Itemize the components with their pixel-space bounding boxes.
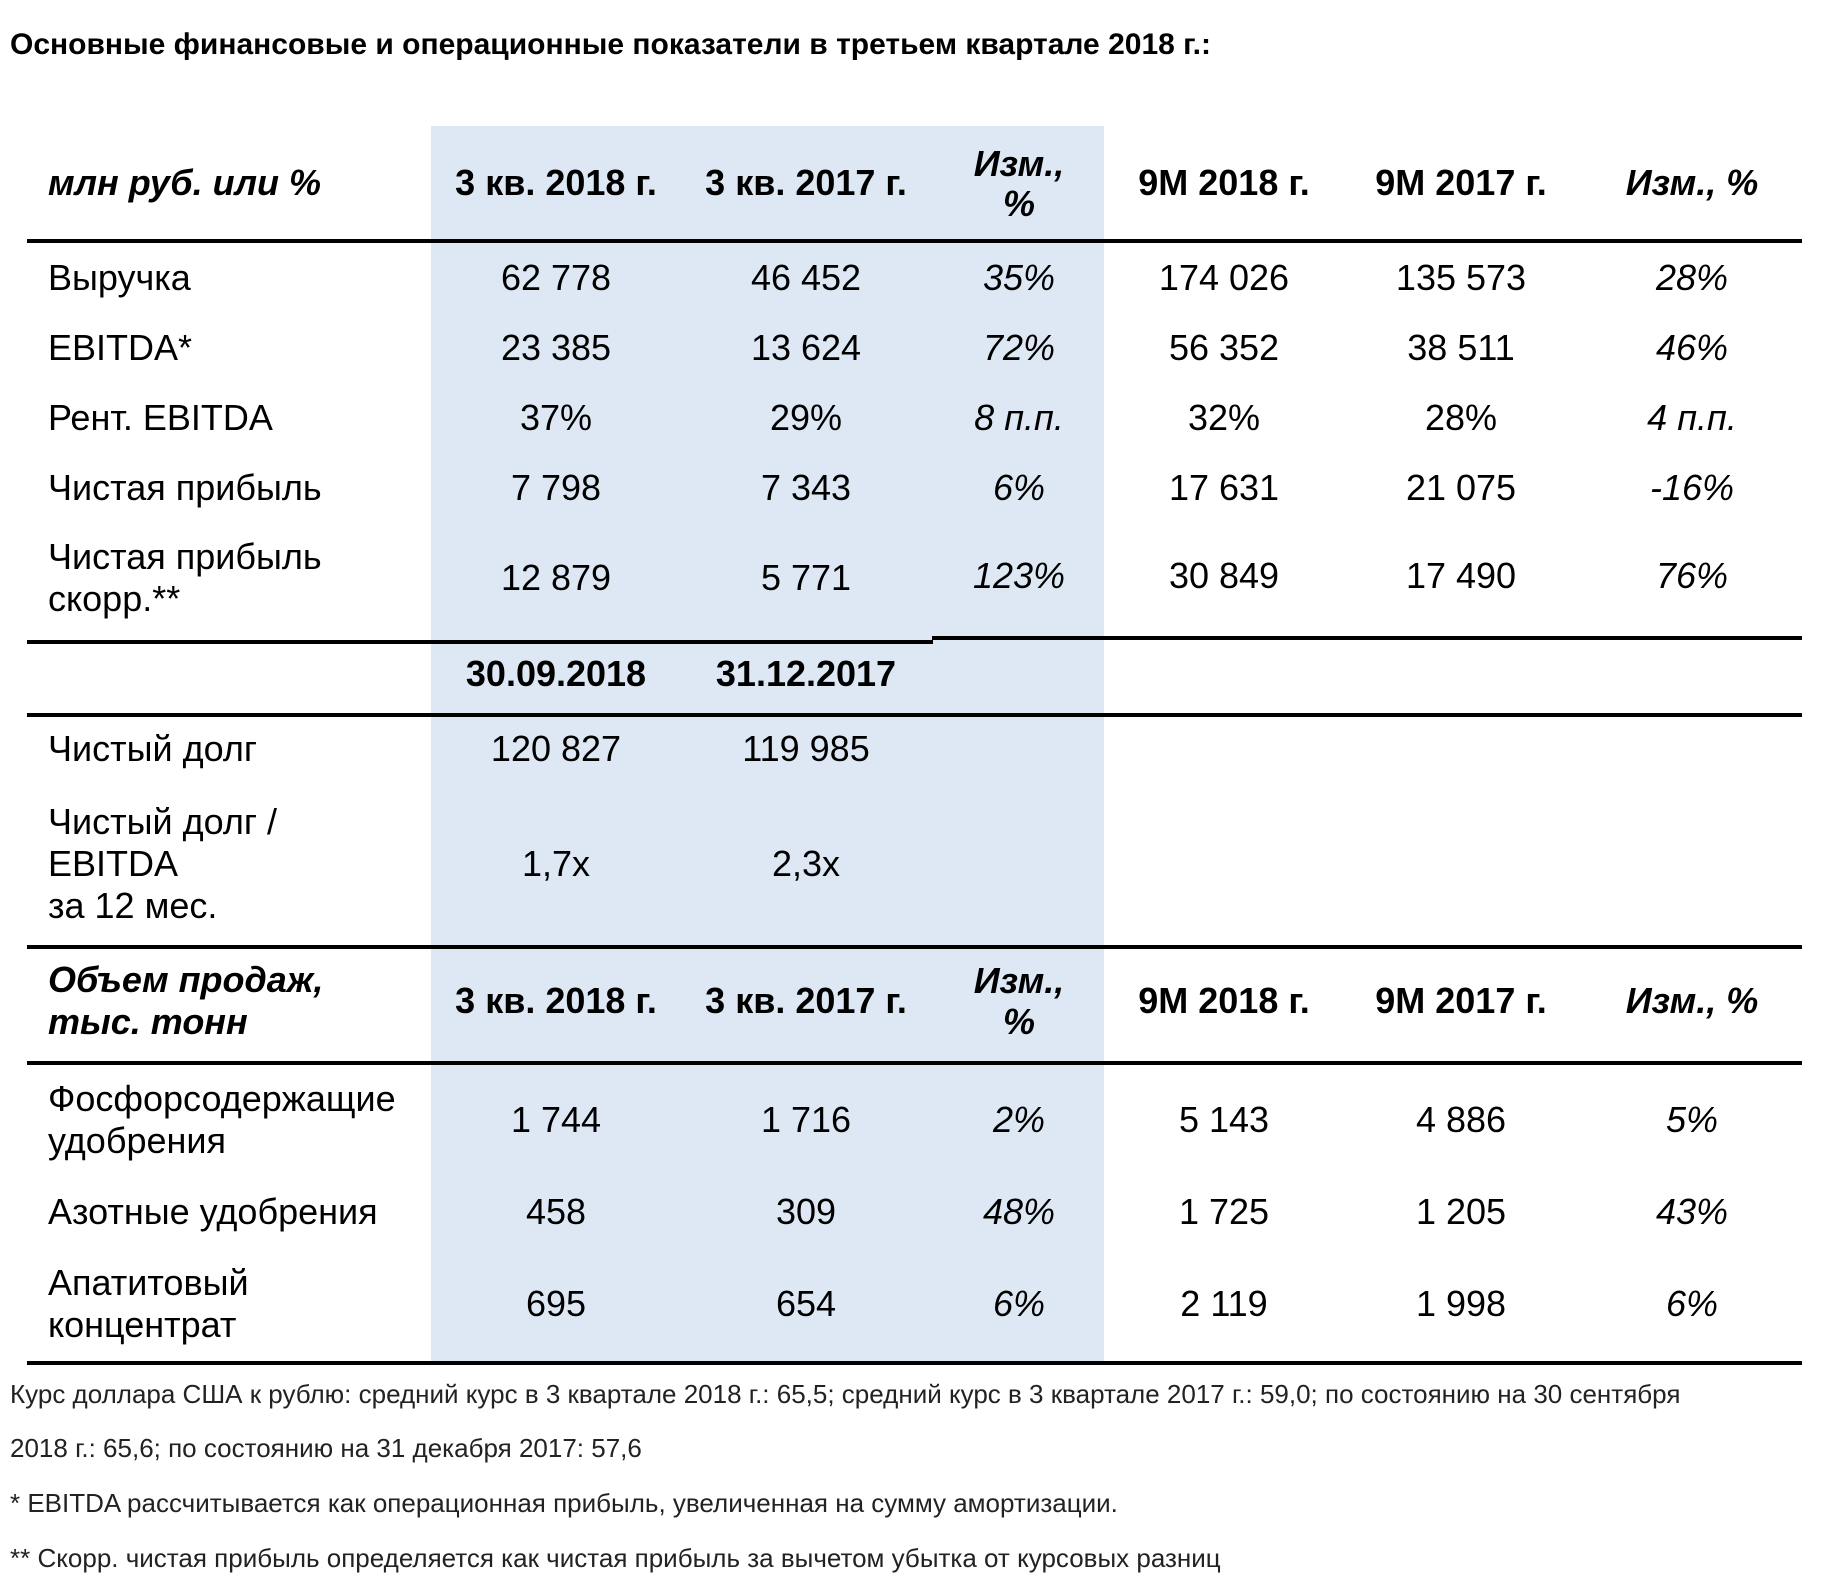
cell-9m-2018: 32% [1187, 397, 1261, 438]
cell-chg: 48% [982, 1191, 1056, 1232]
row-label: Рент. EBITDA [48, 397, 273, 438]
rule-fin-bottom-left [27, 640, 933, 644]
row-label-line2: удобрения [48, 1120, 226, 1161]
cell-q3-2017: 309 [775, 1191, 837, 1232]
cell-9m-2018: 17 631 [1168, 467, 1280, 508]
sales-header-q3-2017: 3 кв. 2017 г. [705, 980, 907, 1021]
rule-fin-header [27, 239, 1802, 243]
cell-chg: 6% [992, 467, 1046, 508]
cell-9m-2017: 1 998 [1415, 1283, 1507, 1324]
cell-9m-chg: 5% [1665, 1099, 1719, 1140]
rule-fin-bottom-right [932, 636, 1802, 640]
cell-9m-2017: 28% [1424, 397, 1498, 438]
fin-header-label: млн руб. или % [48, 162, 321, 203]
cell-q3-2017: 46 452 [750, 257, 862, 298]
rule-sales-header [27, 1061, 1802, 1065]
cell-q3-2018: 695 [525, 1283, 587, 1324]
footnote-adj-profit: ** Скорр. чистая прибыль определяется как чистая прибыль за вычетом убытка от курсовых разниц [10, 1543, 1221, 1573]
cell-9m-2017: 21 075 [1405, 467, 1517, 508]
cell-9m-2017: 1 205 [1415, 1191, 1507, 1232]
cell-9m-chg: -16% [1649, 467, 1735, 508]
cell-q3-2017: 5 771 [760, 557, 852, 598]
cell-q3-2017: 654 [775, 1283, 837, 1324]
row-label: Выручка [48, 257, 191, 298]
cell-9m-2018: 2 119 [1180, 1283, 1268, 1324]
cell-chg: 8 п.п. [974, 397, 1064, 438]
cell-q3-2018: 7 798 [510, 467, 602, 508]
cell-9m-2017: 17 490 [1405, 555, 1517, 596]
cell-9m-chg: 76% [1655, 555, 1729, 596]
fin-header-q3-2018: 3 кв. 2018 г. [455, 162, 657, 203]
cell-chg: 35% [982, 257, 1056, 298]
sales-header-q3-2018: 3 кв. 2018 г. [455, 980, 657, 1021]
cell-q3-2018: 37% [519, 397, 593, 438]
cell-value-1: 120 827 [490, 728, 622, 769]
sales-header-label-line1: Объем продаж, [48, 959, 324, 1000]
cell-q3-2017: 1 716 [760, 1099, 852, 1140]
cell-9m-2017: 4 886 [1415, 1099, 1507, 1140]
cell-9m-chg: 28% [1655, 257, 1729, 298]
row-label-line2: концентрат [48, 1304, 237, 1345]
footnote-ebitda: * EBITDA рассчитывается как операционная прибыль, увеличенная на сумму амортизации. [10, 1488, 1118, 1518]
row-label: Азотные удобрения [48, 1191, 378, 1232]
cell-9m-2017: 135 573 [1395, 257, 1527, 298]
cell-q3-2017: 7 343 [760, 467, 852, 508]
sales-header-label-line2: тыс. тонн [48, 1001, 248, 1042]
cell-q3-2018: 23 385 [500, 327, 612, 368]
fin-header-9m-2018: 9М 2018 г. [1138, 162, 1310, 203]
cell-chg: 72% [982, 327, 1056, 368]
row-label-line1: Чистая прибыль [48, 536, 322, 577]
row-label-line1: Фосфорсодержащие [48, 1078, 396, 1119]
row-label: Чистый долг [48, 728, 257, 769]
cell-q3-2018: 62 778 [500, 257, 612, 298]
page-title: Основные финансовые и операционные показатели в третьем квартале 2018 г.: [10, 28, 1211, 61]
cell-q3-2017: 29% [769, 397, 843, 438]
sales-header-chg-line1: Изм., [973, 960, 1065, 1001]
cell-q3-2018: 12 879 [500, 557, 612, 598]
fin-header-chg-line1: Изм., [973, 143, 1065, 184]
cell-9m-2018: 174 026 [1158, 257, 1290, 298]
rule-sales-bottom [27, 1361, 1802, 1365]
debt-header-date2: 31.12.2017 [715, 653, 897, 694]
cell-9m-2018: 30 849 [1168, 555, 1280, 596]
cell-9m-chg: 6% [1665, 1283, 1719, 1324]
cell-value-2: 119 985 [742, 728, 870, 769]
cell-chg: 2% [992, 1099, 1046, 1140]
footnote-exchange-rate-line2: 2018 г.: 65,6; по состоянию на 31 декабря 2017: 57,6 [10, 1433, 642, 1463]
cell-q3-2017: 13 624 [750, 327, 862, 368]
row-label-line3: за 12 мес. [48, 885, 218, 926]
cell-9m-2018: 5 143 [1178, 1099, 1270, 1140]
cell-9m-chg: 4 п.п. [1647, 397, 1737, 438]
sales-header-9m-2018: 9М 2018 г. [1138, 980, 1310, 1021]
sales-header-chg-line2: % [1002, 1001, 1036, 1042]
cell-q3-2018: 458 [525, 1191, 587, 1232]
fin-header-9m-2017: 9М 2017 г. [1375, 162, 1547, 203]
cell-9m-chg: 43% [1655, 1191, 1729, 1232]
footnote-exchange-rate-line1: Курс доллара США к рублю: средний курс в 3 квартале 2018 г.: 65,5; средний курс в 3 квартале 2017 г.: 59,0; по состоянию на 30 сентября [10, 1379, 1681, 1409]
cell-q3-2018: 1 744 [510, 1099, 602, 1140]
cell-9m-2018: 56 352 [1168, 327, 1280, 368]
fin-header-chg-line2: % [1002, 183, 1036, 224]
cell-9m-chg: 46% [1655, 327, 1729, 368]
cell-value-2: 2,3x [771, 843, 841, 884]
cell-chg: 6% [992, 1283, 1046, 1324]
row-label-line1: Апатитовый [48, 1262, 249, 1303]
debt-header-date1: 30.09.2018 [465, 653, 647, 694]
sales-header-9m-2017: 9М 2017 г. [1375, 980, 1547, 1021]
fin-header-9m-chg: Изм., % [1625, 162, 1759, 203]
rule-debt-header [27, 713, 1802, 717]
row-label: Чистая прибыль [48, 467, 322, 508]
row-label-line1: Чистый долг / [48, 801, 277, 842]
row-label-line2: EBITDA [48, 843, 179, 884]
row-label: EBITDA* [48, 327, 193, 368]
row-label-line2: скорр.** [48, 578, 181, 619]
cell-9m-2017: 38 511 [1407, 327, 1515, 368]
cell-9m-2018: 1 725 [1178, 1191, 1270, 1232]
cell-chg: 123% [972, 555, 1066, 596]
sales-header-9m-chg: Изм., % [1625, 980, 1759, 1021]
fin-header-q3-2017: 3 кв. 2017 г. [705, 162, 907, 203]
cell-value-1: 1,7x [521, 843, 591, 884]
rule-debt-bottom [27, 945, 1802, 949]
